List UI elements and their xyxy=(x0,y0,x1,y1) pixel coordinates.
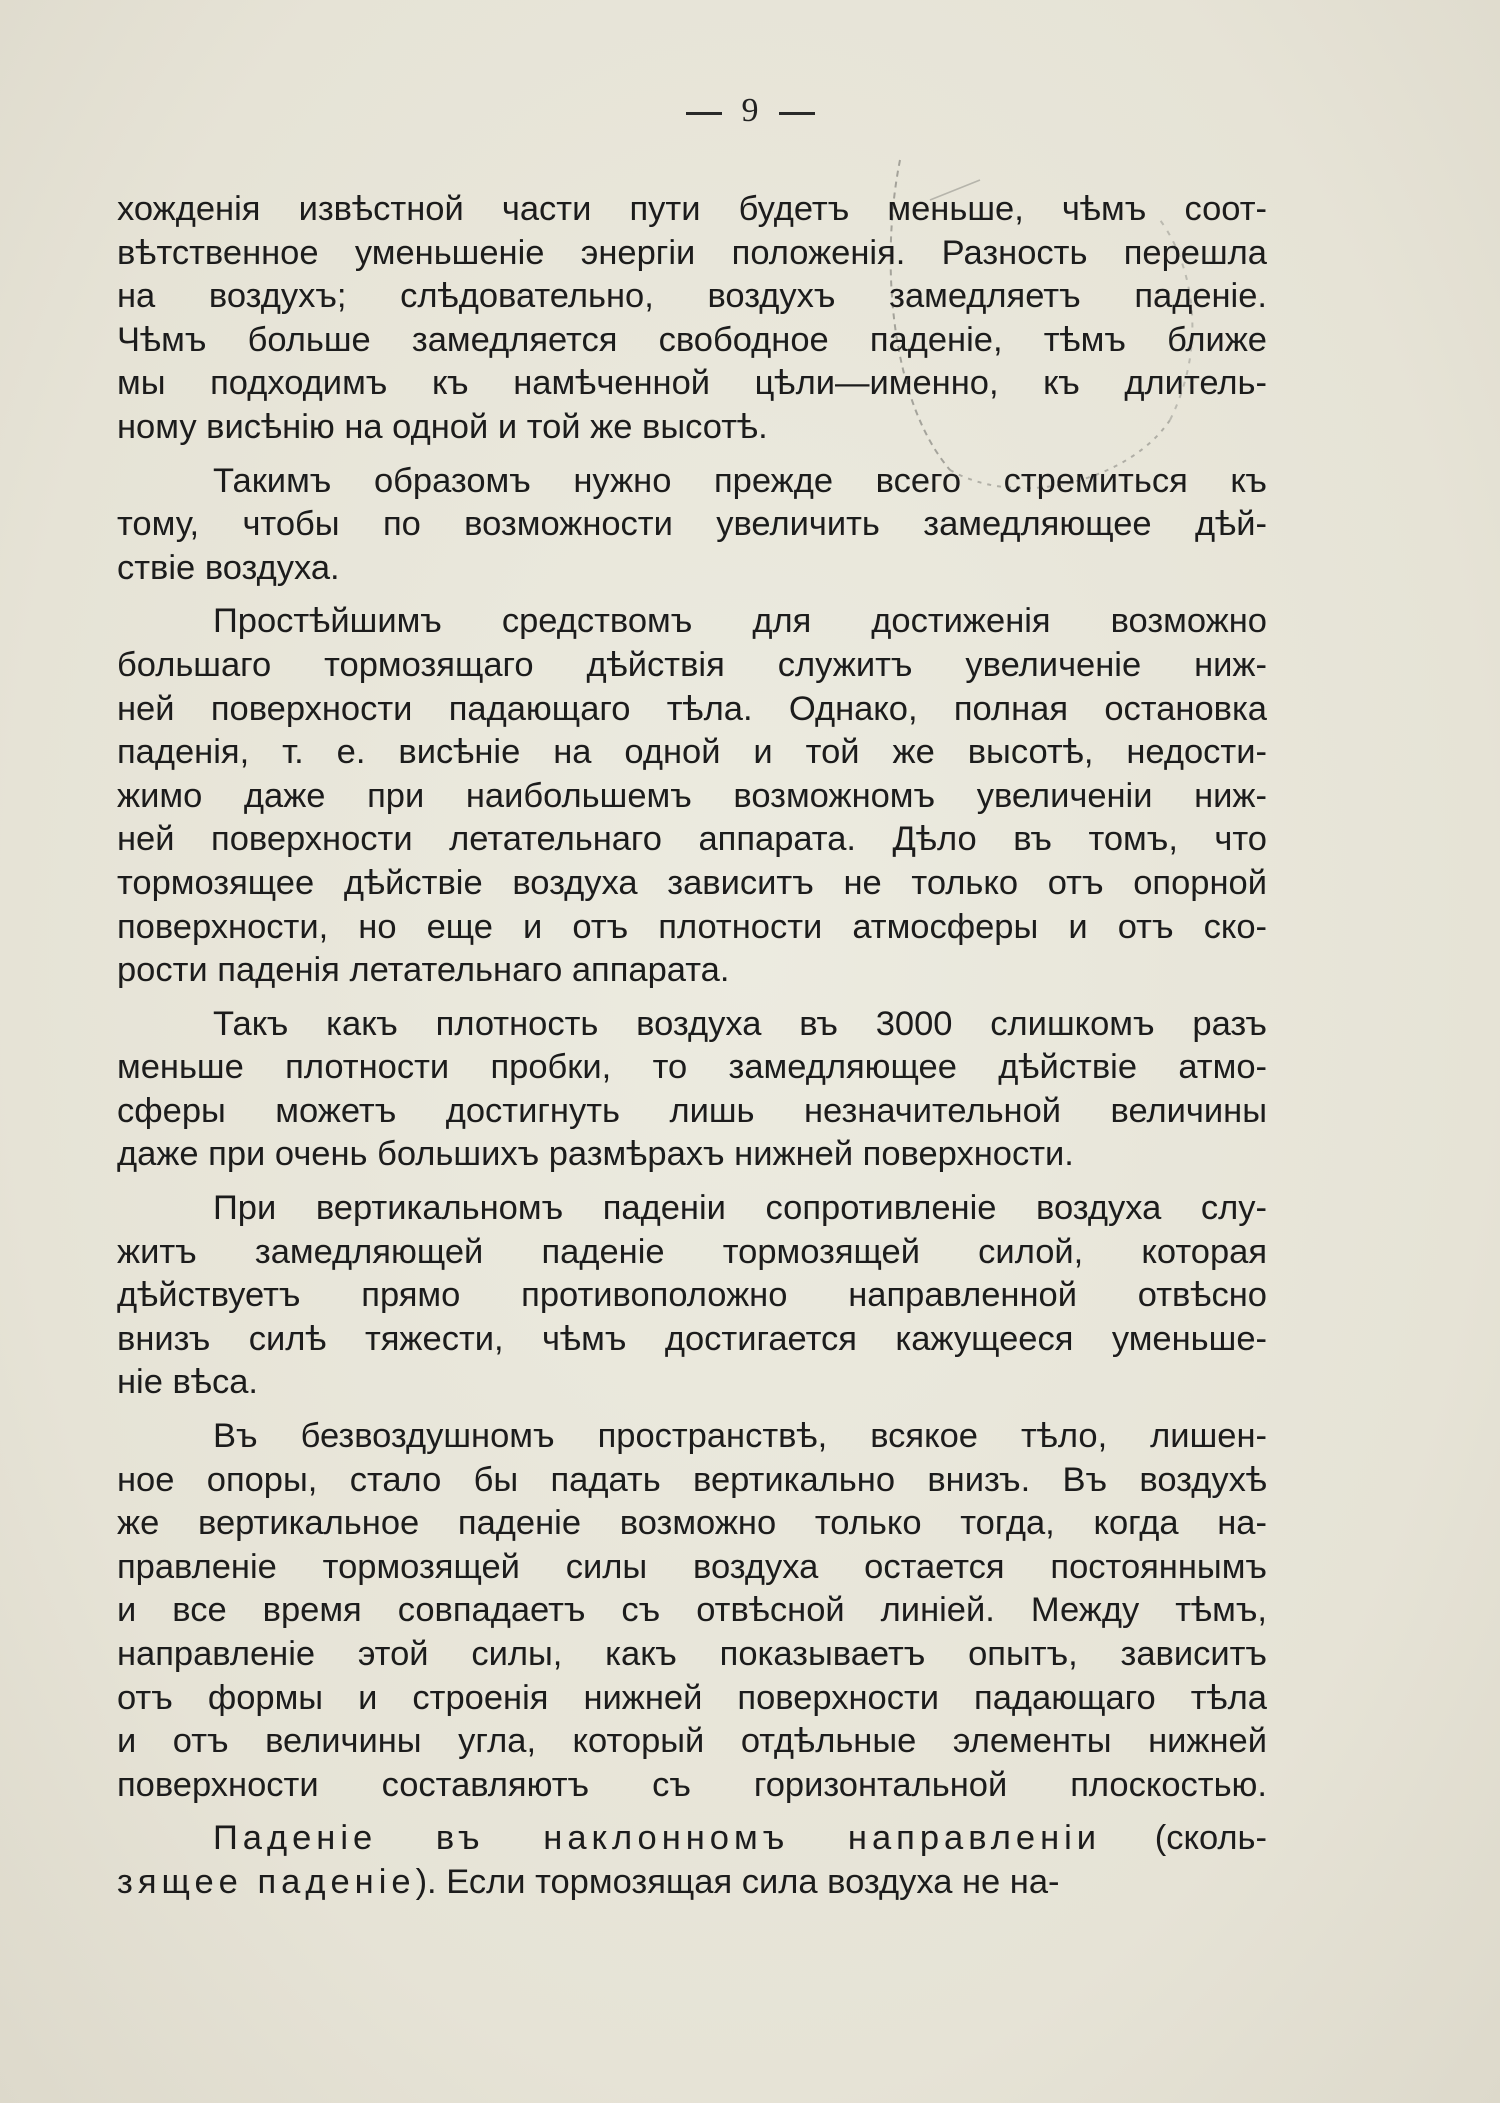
text-line: ствіе воздуха. xyxy=(117,548,340,587)
text-line: ное опоры, стало бы падать вертикально внизъ. Въ воздухѣ xyxy=(117,1460,1267,1499)
text-line: меньше плотности пробки, то замедляющее дѣйствіе атмо- xyxy=(117,1048,1267,1087)
text-line: Такимъ образомъ нужно прежде всего стремиться къ xyxy=(213,461,1267,500)
spaced-heading: зящее паденіе xyxy=(117,1862,416,1901)
paragraph-3 xyxy=(117,600,1267,992)
page-number-dash-right xyxy=(779,112,815,115)
text-line: жимо даже при наибольшемъ возможномъ увеличеніи ниж- xyxy=(117,776,1267,815)
text-line: мы подходимъ къ намѣченной цѣли—именно, къ длитель- xyxy=(117,364,1267,403)
text-line: рости паденія летательнаго аппарата. xyxy=(117,951,730,990)
text-line: поверхности составляютъ съ горизонтальной плоскостью. xyxy=(117,1765,1267,1804)
text-line: же вертикальное паденіе возможно только тогда, когда на- xyxy=(117,1504,1267,1543)
text-line: паденія, т. е. висѣніе на одной и той же высотѣ, недости- xyxy=(117,733,1267,772)
text-line: Такъ какъ плотность воздуха въ 3000 слишкомъ разъ xyxy=(213,1004,1267,1043)
text-line: отъ формы и строенія нижней поверхности падающаго тѣла xyxy=(117,1678,1267,1717)
text-line: на воздухъ; слѣдовательно, воздухъ замедляетъ паденіе. xyxy=(117,277,1267,316)
text-line: сферы можетъ достигнуть лишь незначительной величины xyxy=(117,1091,1267,1130)
text-line: Чѣмъ больше замедляется свободное паденіе, тѣмъ ближе xyxy=(117,320,1267,359)
page-number-value: 9 xyxy=(741,92,759,129)
body-text xyxy=(117,188,1267,1915)
paragraph-4 xyxy=(117,1003,1267,1177)
spaced-heading: Паденіе въ наклонномъ направленіи xyxy=(213,1819,1102,1858)
paragraph-2 xyxy=(117,460,1267,591)
text-line: ніе вѣса. xyxy=(117,1363,258,1402)
paragraph-7 xyxy=(117,1817,1267,1904)
page-number-dash-left xyxy=(686,112,722,115)
text-line: большаго тормозящаго дѣйствія служитъ увеличеніе ниж- xyxy=(117,645,1267,684)
text-line: житъ замедляющей паденіе тормозящей силой, которая xyxy=(117,1232,1267,1271)
text-line: ному висѣнію на одной и той же высотѣ. xyxy=(117,407,768,446)
paragraph-5 xyxy=(117,1187,1267,1405)
text-fragment: (сколь- xyxy=(1154,1819,1267,1858)
text-line: даже при очень большихъ размѣрахъ нижней поверхности. xyxy=(117,1135,1074,1174)
text-line xyxy=(117,1817,1267,1861)
paragraph-6 xyxy=(117,1415,1267,1807)
text-line: правленіе тормозящей силы воздуха остается постояннымъ xyxy=(117,1547,1267,1586)
text-line: тормозящее дѣйствіе воздуха зависитъ не только отъ опорной xyxy=(117,863,1267,902)
paragraph-1 xyxy=(117,188,1267,450)
text-fragment: ). Если тормозящая сила воздуха не на- xyxy=(415,1862,1060,1901)
text-line: направленіе этой силы, какъ показываетъ опытъ, зависитъ xyxy=(117,1635,1267,1673)
text-line: и отъ величины угла, который отдѣльные элементы нижней xyxy=(117,1722,1267,1761)
page-number xyxy=(0,92,1500,130)
text-line: ней поверхности падающаго тѣла. Однако, полная остановка xyxy=(117,689,1267,728)
text-line: тому, чтобы по возможности увеличить замедляющее дѣй- xyxy=(117,505,1267,544)
text-line: Простѣйшимъ средствомъ для достиженія возможно xyxy=(213,602,1267,641)
text-line: дѣйствуетъ прямо противоположно направленной отвѣсно xyxy=(117,1276,1267,1315)
text-line: поверхности, но еще и отъ плотности атмосферы и отъ ско- xyxy=(117,907,1267,946)
text-line: и все время совпадаетъ съ отвѣсной линіей. Между тѣмъ, xyxy=(117,1591,1267,1630)
text-line: хожденія извѣстной части пути будетъ меньше, чѣмъ соот- xyxy=(117,190,1267,228)
text-line xyxy=(117,1861,1267,1905)
text-line: внизъ силѣ тяжести, чѣмъ достигается кажущееся уменьше- xyxy=(117,1319,1267,1358)
text-line: При вертикальномъ паденіи сопротивленіе воздуха слу- xyxy=(213,1189,1267,1228)
text-line: ней поверхности летательнаго аппарата. Дѣло въ томъ, что xyxy=(117,820,1267,859)
text-line: вѣтственное уменьшеніе энергіи положенія. Разность перешла xyxy=(117,233,1267,272)
text-line: Въ безвоздушномъ пространствѣ, всякое тѣло, лишен- xyxy=(213,1417,1267,1456)
